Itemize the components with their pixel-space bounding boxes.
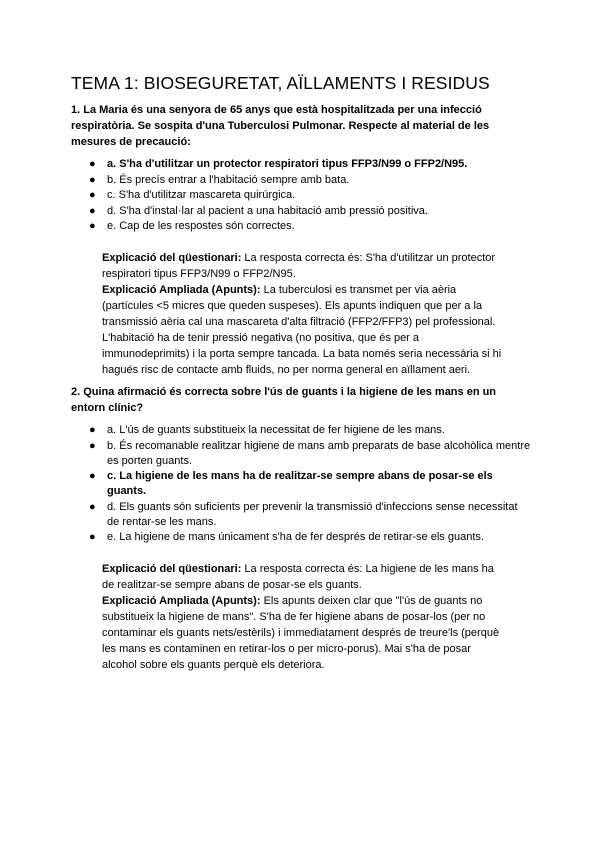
- answer-option-e: [71, 530, 531, 545]
- bullet-icon: ●: [89, 500, 96, 513]
- answer-option-d: [71, 204, 531, 219]
- question-1: [71, 102, 531, 378]
- extended-label: Explicació Ampliada (Apunts):: [102, 284, 261, 296]
- option-text: b. És precís entrar a l'habitació sempre amb bata.: [107, 173, 350, 186]
- quiz-explanation: [102, 250, 507, 282]
- explanation-label: Explicació del qüestionari:: [102, 252, 242, 264]
- explanation-label: Explicació del qüestionari:: [102, 563, 242, 575]
- extended-text: La tuberculosi es transmet per via aèria (partícules <5 micres que queden suspeses). Els apunts indiquen que per a la transmissió aèria cal una mascareta d'alta filtració (FFP2/FFP3) pel professional. L'habitació ha de tenir pressió negativa (no positiva, que és per a immunodeprimits) i la porta sempre tancada. La bata només seria necessària si hi hagués risc de contacte amb fluids, no per norma general en aïllament aeri.: [102, 284, 502, 376]
- question-text: 2. Quina afirmació és correcta sobre l'ús de guants i la higiene de les mans en un entorn clínic?: [71, 386, 497, 414]
- answer-option-b: [71, 439, 531, 469]
- answer-options: [71, 157, 531, 234]
- option-text: c. La higiene de les mans ha de realitzar-se sempre abans de posar-se els guants.: [107, 470, 493, 497]
- option-text: a. L'ús de guants substitueix la necessitat de fer higiene de les mans.: [107, 424, 445, 436]
- option-text: b. És recomanable realitzar higiene de mans amb preparats de base alcohòlica mentre es porten guants.: [107, 439, 531, 467]
- bullet-icon: ●: [89, 158, 96, 170]
- option-text: d. S'ha d'instal·lar al pacient a una habitació amb pressió positiva.: [107, 204, 428, 217]
- question-text: 1. La Maria és una senyora de 65 anys que està hospitalitzada per una infecció respiratòria. Se sospita d'una Tuberculosi Pulmonar. Respecte al material de les mesures de precaució:: [71, 104, 490, 148]
- extended-explanation: [102, 593, 507, 673]
- extended-explanation: [102, 282, 507, 378]
- answer-option-c: [71, 469, 531, 499]
- quiz-explanation: [102, 561, 507, 593]
- option-text: c. S'ha d'utilitzar mascareta quirúrgica.: [107, 189, 296, 201]
- answer-option-b: [71, 173, 531, 188]
- question-2: [71, 384, 531, 673]
- bullet-icon: ●: [89, 424, 96, 436]
- bullet-icon: ●: [89, 439, 96, 452]
- explanation-text: La resposta correcta és: La higiene de les mans ha de realitzar-se sempre abans de posar-se els guants.: [102, 563, 494, 591]
- bullet-icon: ●: [89, 470, 96, 482]
- document-title: TEMA 1: BIOSEGURETAT, AÏLLAMENTS I RESIDUS: [71, 73, 490, 93]
- answer-option-a: [71, 157, 531, 172]
- answer-options: [71, 423, 531, 545]
- answer-option-a: [71, 423, 531, 438]
- bullet-icon: ●: [89, 531, 96, 543]
- bullet-icon: ●: [89, 220, 96, 232]
- answer-option-d: [71, 500, 531, 530]
- explanation-block: [102, 561, 507, 673]
- bullet-icon: ●: [89, 173, 96, 186]
- answer-option-e: [71, 219, 531, 234]
- extended-text: Els apunts deixen clar que "l'ús de guants no substitueix la higiene de mans". S'ha de fer higiene abans de posar-los (per no contaminar els guants nets/estèrils) i immediatament després de treure'ls (perquè les mans es contaminen en retirar-los o per micro-porus). Mai s'ha de posar alcohol sobre els guants perquè els deteriora.: [102, 595, 500, 671]
- option-text: e. La higiene de mans únicament s'ha de fer després de retirar-se els guants.: [107, 531, 484, 543]
- explanation-block: [102, 250, 507, 378]
- bullet-icon: ●: [89, 204, 96, 217]
- extended-label: Explicació Ampliada (Apunts):: [102, 595, 261, 607]
- option-text: e. Cap de les respostes són correctes.: [107, 220, 295, 232]
- option-text: d. Els guants són suficients per prevenir la transmissió d'infeccions sense necessitat de rentar-se les mans.: [107, 500, 518, 528]
- bullet-icon: ●: [89, 189, 96, 201]
- option-text: a. S'ha d'utilitzar un protector respiratori tipus FFP3/N99 o FFP2/N95.: [107, 158, 468, 170]
- explanation-text: La resposta correcta és: S'ha d'utilitzar un protector respiratori tipus FFP3/N99 o FFP2/N95.: [102, 252, 496, 280]
- answer-option-c: [71, 188, 531, 203]
